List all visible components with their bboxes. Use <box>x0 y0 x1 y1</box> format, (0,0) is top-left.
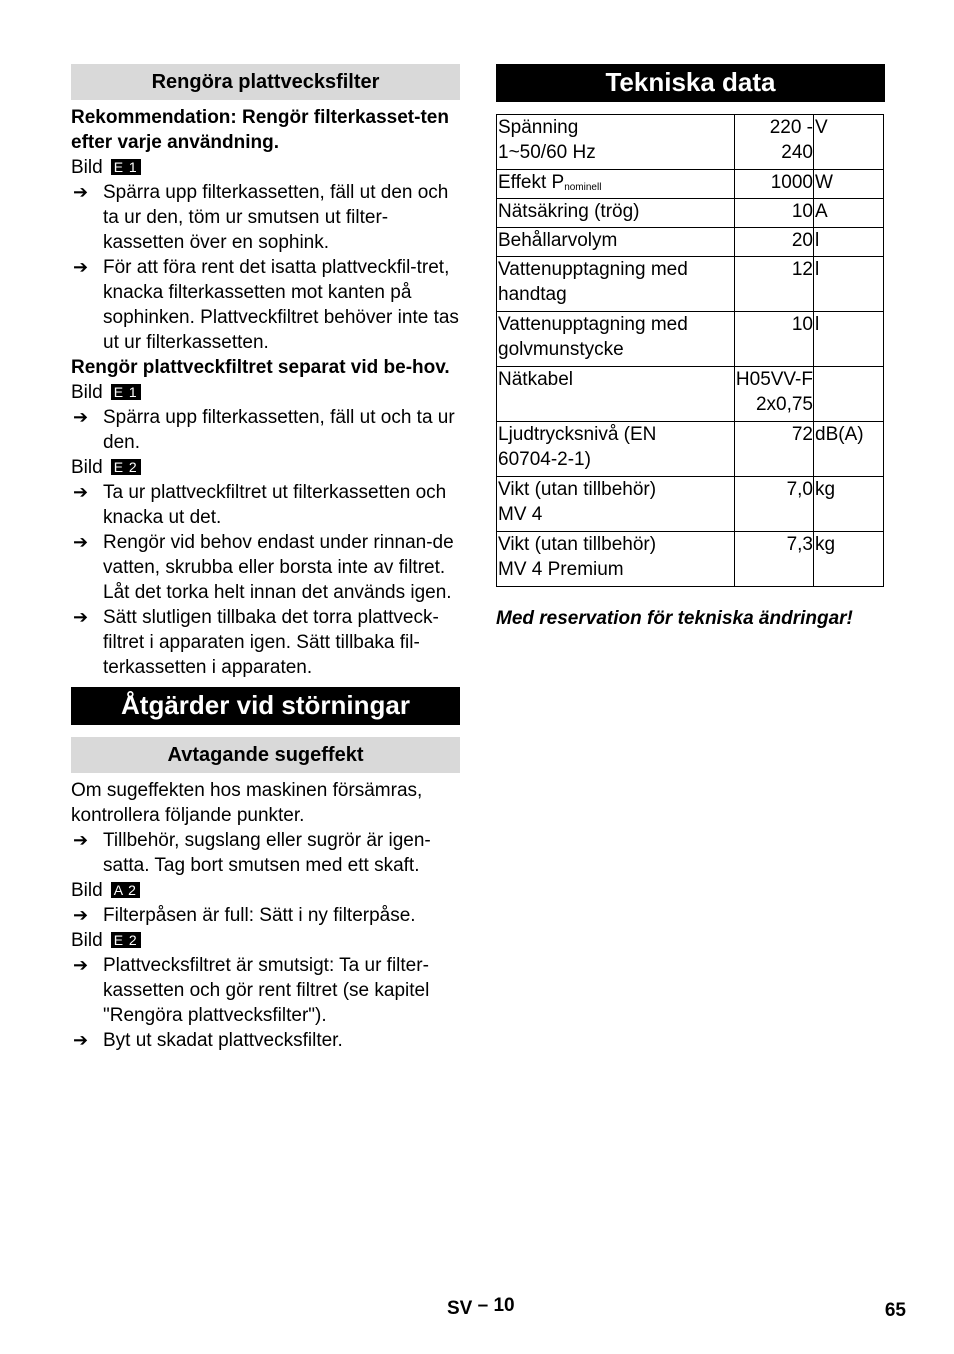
list-item: ➔ Spärra upp filterkassetten, fäll ut den och ta ur den, töm ur smutsen ut filter-kassetten över en sophink. <box>73 182 449 253</box>
row-unit: l <box>814 257 884 312</box>
table-row <box>497 228 884 257</box>
section-heading-clean-filter: Rengöra plattvecksfilter <box>71 64 460 100</box>
row-value: 12 <box>735 257 814 312</box>
row-value: 10 <box>735 312 814 367</box>
row-label: Vikt (utan tillbehör) MV 4 <box>497 477 735 532</box>
row-value: 220 - 240 <box>735 115 814 170</box>
separate-clean-text: Rengör plattveckfiltret separat vid be-hov. <box>71 357 450 378</box>
arrow-right-icon: ➔ <box>73 1030 89 1050</box>
list-item: ➔ Sätt slutligen tillbaka det torra plattveck-filtret i apparaten igen. Sätt tillbaka fil-terkassetten i apparaten. <box>73 607 439 678</box>
table-row <box>497 477 884 532</box>
table-row <box>497 422 884 477</box>
figure-ref: Bild E 1 <box>71 155 460 180</box>
row-value: 7,0 <box>735 477 814 532</box>
row-unit: A <box>814 199 884 228</box>
row-unit: dB(A) <box>814 422 884 477</box>
list-item: ➔ För att föra rent det isatta plattveckfil-tret, knacka filterkassetten mot kanten på sophinken. Plattveckfiltret behöver inte tas ut ur filterkassetten. <box>73 257 459 353</box>
figure-badge: E 2 <box>111 932 141 948</box>
list-item: ➔ Tillbehör, sugslang eller sugrör är igen-satta. Tag bort smutsen med ett skaft. <box>73 830 431 876</box>
row-value: 72 <box>735 422 814 477</box>
arrow-right-icon: ➔ <box>73 830 89 850</box>
table-row <box>497 367 884 422</box>
arrow-right-icon: ➔ <box>73 407 89 427</box>
arrow-right-icon: ➔ <box>73 182 89 202</box>
arrow-right-icon: ➔ <box>73 257 89 277</box>
list-item: ➔ Rengör vid behov endast under rinnan-de vatten, skrubba eller borsta inte av filtret. <box>73 532 454 578</box>
figure-badge: A 2 <box>111 882 140 898</box>
recommendation-text: Rekommendation: Rengör filterkasset-ten efter varje användning. <box>71 107 449 153</box>
figure-ref: Bild A 2 <box>71 878 460 903</box>
arrow-right-icon: ➔ <box>73 607 89 627</box>
right-column <box>496 64 885 631</box>
row-label: Vattenupptagning med handtag <box>497 257 735 312</box>
table-row <box>497 312 884 367</box>
section-heading-suction: Avtagande sugeffekt <box>71 737 460 773</box>
row-label: Behållarvolym <box>497 228 735 257</box>
arrow-right-icon: ➔ <box>73 532 89 552</box>
figure-badge: E 1 <box>111 159 141 175</box>
row-label: Effekt $P_{nominell}$ <box>497 170 735 199</box>
figure-ref: Bild E 1 <box>71 380 460 405</box>
technical-data-table <box>496 114 884 587</box>
row-unit: V <box>814 115 884 170</box>
row-label: Nätkabel <box>497 367 735 422</box>
list-item-continuation: Låt det torka helt innan det används igen. <box>103 582 452 603</box>
row-label: Vattenupptagning med golvmunstycke <box>497 312 735 367</box>
table-row <box>497 532 884 587</box>
row-unit: l <box>814 312 884 367</box>
row-label: Spänning 1~50/60 Hz <box>497 115 735 170</box>
arrow-right-icon: ➔ <box>73 905 89 925</box>
left-column <box>71 64 460 1053</box>
figure-ref: Bild E 2 <box>71 455 460 480</box>
intro-text: Om sugeffekten hos maskinen försämras, kontrollera följande punkter. <box>71 780 423 826</box>
row-unit <box>814 367 884 422</box>
row-unit: kg <box>814 532 884 587</box>
figure-badge: E 1 <box>111 384 141 400</box>
list-item: ➔ Plattvecksfiltret är smutsigt: Ta ur filter-kassetten och gör rent filtret (se kapitel "Rengöra plattvecksfilter"). <box>73 955 430 1026</box>
list-item: ➔ Spärra upp filterkassetten, fäll ut och ta ur den. <box>73 407 455 453</box>
row-value: 7,3 <box>735 532 814 587</box>
table-row <box>497 170 884 199</box>
row-unit: l <box>814 228 884 257</box>
list-item: ➔ Byt ut skadat plattvecksfilter. <box>73 1030 343 1051</box>
row-value: 20 <box>735 228 814 257</box>
figure-badge: E 2 <box>111 459 141 475</box>
table-row <box>497 115 884 170</box>
table-row <box>497 199 884 228</box>
list-item: ➔ Filterpåsen är full: Sätt i ny filterpåse. <box>73 905 416 926</box>
list-item: ➔ Ta ur plattveckfiltret ut filterkassetten och knacka ut det. <box>73 482 447 528</box>
row-value: 10 <box>735 199 814 228</box>
disclaimer-note: Med reservation för tekniska ändringar! <box>496 608 853 629</box>
arrow-right-icon: ➔ <box>73 955 89 975</box>
footer-language: SV – 10 <box>447 1295 515 1319</box>
row-value: 1000 <box>735 170 814 199</box>
table-row <box>497 257 884 312</box>
row-label: Vikt (utan tillbehör) MV 4 Premium <box>497 532 735 587</box>
row-unit: W <box>814 170 884 199</box>
row-label: Nätsäkring (trög) <box>497 199 735 228</box>
arrow-right-icon: ➔ <box>73 482 89 502</box>
row-label: Ljudtrycksnivå (EN 60704-2-1) <box>497 422 735 477</box>
figure-ref: Bild E 2 <box>71 928 460 953</box>
section-heading-troubleshooting: Åtgärder vid störningar <box>71 687 460 725</box>
row-value: H05VV-F 2x0,75 <box>735 367 814 422</box>
row-unit: kg <box>814 477 884 532</box>
page-number: 65 <box>884 1300 906 1321</box>
section-heading-technical-data: Tekniska data <box>496 64 885 102</box>
